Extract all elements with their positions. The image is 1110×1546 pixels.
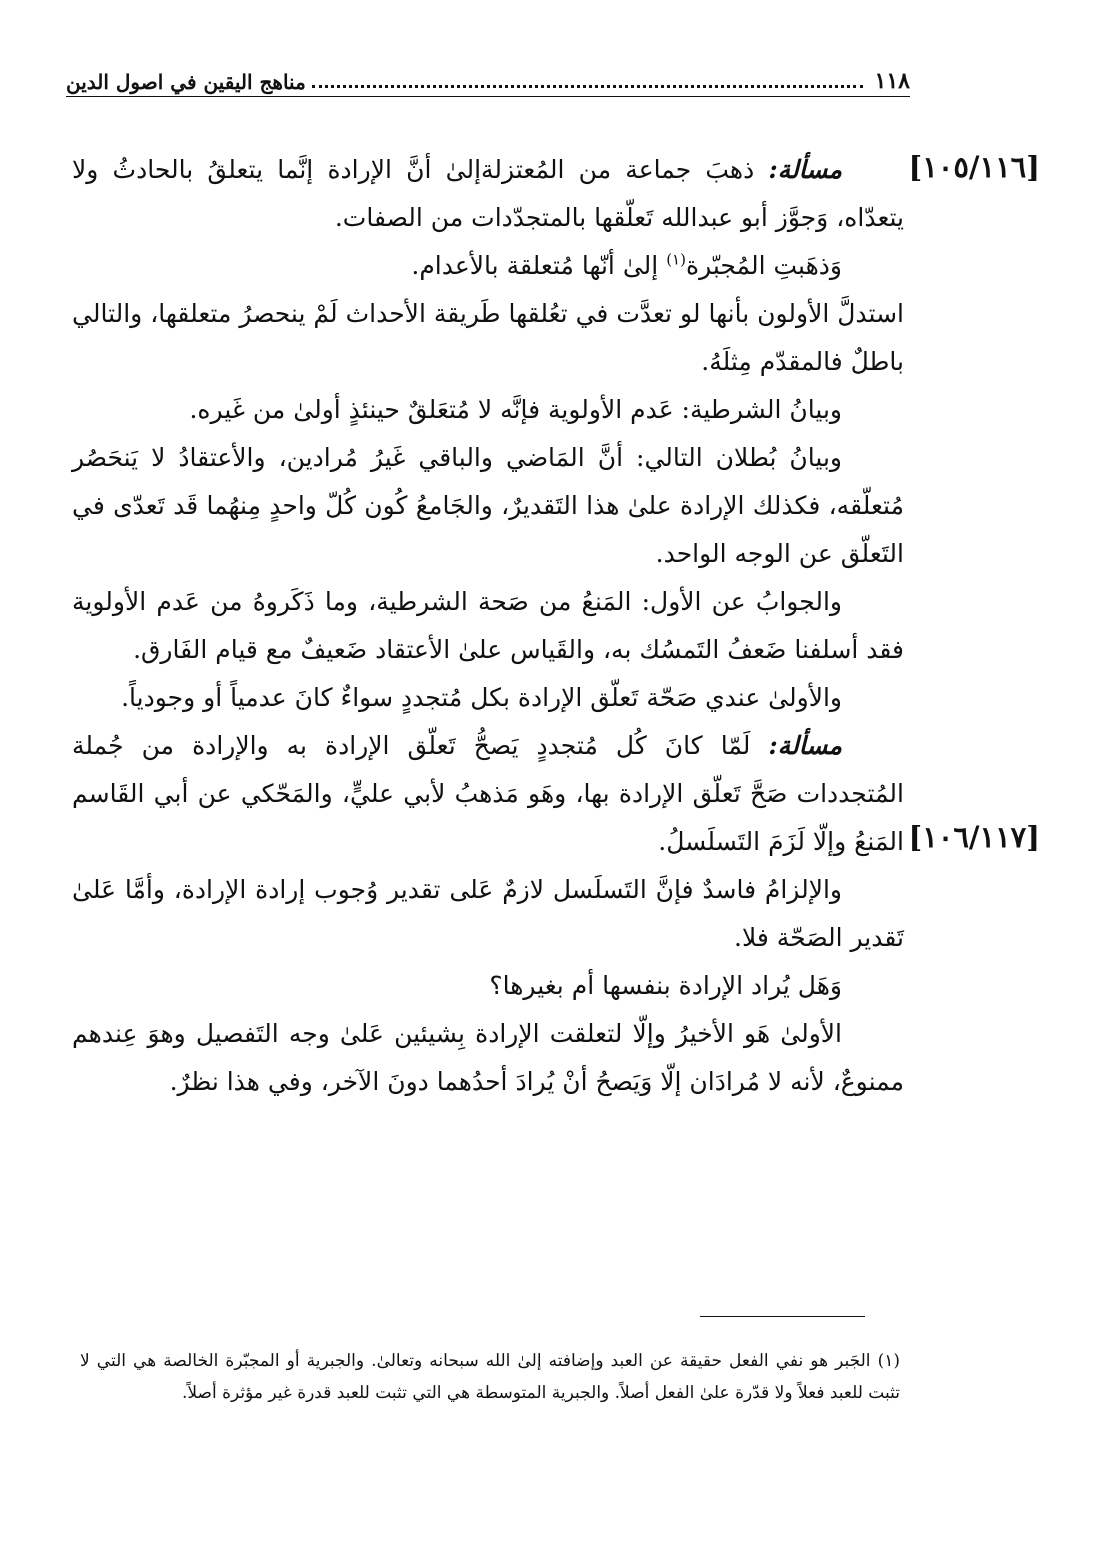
page-number: ١١٨ <box>874 68 910 94</box>
section-ref-2: [١٠٦/١١٧] <box>908 820 1040 854</box>
paragraph: والإلزامُ فاسدٌ فإنَّ التَسلَسل لازمٌ عَلى تقدير وُجوب إرادة الإرادة، وأمَّا عَلىٰ تَقدير الصَحّة فلا. <box>72 875 904 952</box>
paragraph-text: وَذهَبتِ المُجبّرة <box>685 251 842 280</box>
paragraph <box>72 146 904 242</box>
section-ref-1: [١٠٥/١١٦] <box>908 150 1040 184</box>
running-header <box>66 60 910 94</box>
paragraph-text: لَمّا كانَ كُل مُتجددٍ يَصحُّ تَعلّق الإرادة به والإرادة من جُملة المُتجددات صَحَّ تَعلّق الإرادة بها، وهَو مَذهبُ لأبي عليٍّ، والمَحّكي عن أبي القَاسم المَنعُ وإلّا لَزَمَ التَسلَسلُ. <box>72 731 904 856</box>
paragraph: والأولىٰ عندي صَحّة تَعلّق الإرادة بكل مُتجددٍ سواءٌ كانَ عدمياً أو وجودياً. <box>121 683 842 712</box>
footnote-paragraph <box>80 1345 900 1409</box>
paragraph: وبيانُ الشرطية: عَدم الأولوية فإنَّه لا مُتعَلقٌ حينئذٍ أولىٰ من غَيره. <box>189 395 842 424</box>
header-dot-leader <box>312 85 863 88</box>
book-title: مناهج اليقين في اصول الدين <box>66 70 306 94</box>
issue-label: مسألة: <box>768 731 842 760</box>
paragraph: استدلَّ الأولون بأنها لو تعدَّت في تعُلقها طَريقة الأحداث لَمْ ينحصرُ متعلقها، والتالي باطلٌ فالمقدّم مِثلَهُ. <box>72 299 904 376</box>
footnote-text: الجَبر هو نفي الفعل حقيقة عن العبد وإضافته إلىٰ الله سبحانه وتعالىٰ. والجبرية أو المجبّرة الخالصة هي التي لا تثبت للعبد فعلاً ولا قدّرة علىٰ الفعل أصلاً. والجبرية المتوسطة هي التي تثبت للعبد قدرة غير مؤثرة أصلاً. <box>80 1351 900 1403</box>
header-rule <box>66 96 910 97</box>
paragraph: والجوابُ عن الأول: المَنعُ من صَحة الشرطية، وما ذَكَروهُ من عَدم الأولوية فقد أسلفنا ضَعفُ التَمسُك به، والقَياس علىٰ الأعتقاد ضَعيفٌ مع قيام الفَارق. <box>72 587 904 664</box>
paragraph: الأولىٰ هَو الأخيرُ وإلّا لتعلقت الإرادة بِشيئين عَلىٰ وجه التَفصيل وهوَ عِندهم ممنوعٌ، لأنه لا مُرادَان إلّا وَيَصحُ أنْ يُرادَ أحدُهما دونَ الآخر، وفي هذا نظرٌ. <box>72 1019 904 1096</box>
footnote-ref: (١) <box>666 250 686 269</box>
footnote <box>80 1345 900 1409</box>
paragraph-text: ذهبَ جماعة من المُعتزلةإلىٰ أنَّ الإرادة إنَّما يتعلقُ بالحادثُ ولا يتعدّاه، وَجوَّز أبو عبدالله تَعلّقها بالمتجدّدات من الصفات. <box>72 155 904 232</box>
main-text <box>72 146 904 1106</box>
paragraph <box>72 722 904 866</box>
footnote-rule <box>700 1316 865 1317</box>
paragraph: وَهَل يُراد الإرادة بنفسها أم بغيرها؟ <box>489 971 842 1000</box>
paragraph <box>72 242 904 290</box>
paragraph: وبيانُ بُطلان التالي: أنَّ المَاضي والباقي غَيرُ مُرادين، والأعتقادُ لا يَنحَصُر مُتعلّقه، فكذلك الإرادة علىٰ هذا التَقديرٌ، والجَامعُ كُون كُلّ واحدٍ مِنهُما قَد تَعدّى في التَعلّق عن الوجه الواحد. <box>72 443 904 568</box>
issue-label: مسألة: <box>768 155 842 184</box>
footnote-marker: (١) <box>877 1351 900 1371</box>
paragraph-text: إلىٰ أنّها مُتعلقة بالأعدام. <box>411 251 667 280</box>
